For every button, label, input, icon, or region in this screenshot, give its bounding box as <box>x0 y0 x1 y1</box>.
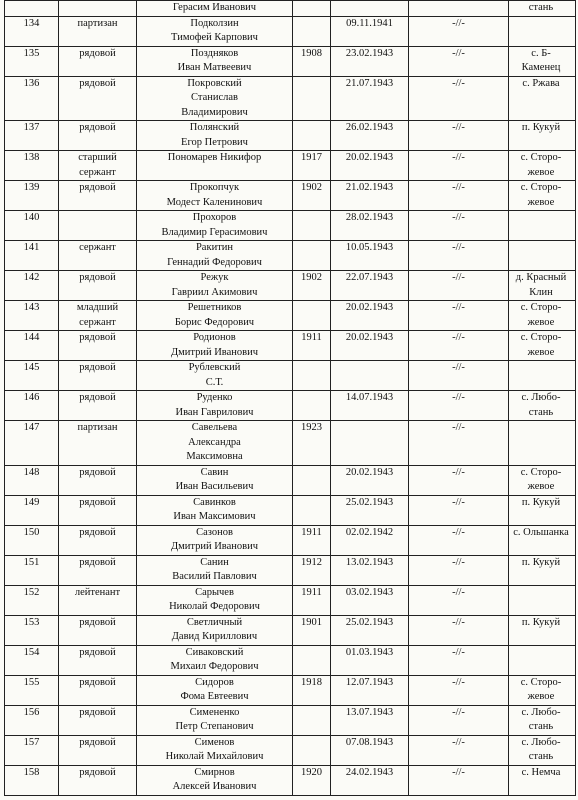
cell-rank: рядовой <box>59 675 137 705</box>
cell-date: 12.07.1943 <box>331 675 409 705</box>
cell-date: 23.02.1943 <box>331 46 409 76</box>
cell-num: 134 <box>5 16 59 46</box>
cell-rank: рядовой <box>59 76 137 121</box>
cell-name: Ракитин Геннадий Федорович <box>137 241 293 271</box>
cell-source: -//- <box>409 301 509 331</box>
cell-rank: рядовой <box>59 525 137 555</box>
table-row <box>5 735 576 765</box>
cell-num: 146 <box>5 391 59 421</box>
cell-place: стань <box>509 1 576 17</box>
cell-num: 158 <box>5 765 59 795</box>
cell-rank: рядовой <box>59 735 137 765</box>
table-row <box>5 615 576 645</box>
cell-source: -//- <box>409 46 509 76</box>
table-row <box>5 301 576 331</box>
cell-rank: партизан <box>59 421 137 466</box>
cell-num: 137 <box>5 121 59 151</box>
cell-num: 149 <box>5 495 59 525</box>
cell-place: с. Сторо- жевое <box>509 331 576 361</box>
cell-date: 01.03.1943 <box>331 645 409 675</box>
cell-num: 145 <box>5 361 59 391</box>
cell-rank: рядовой <box>59 705 137 735</box>
cell-source: -//- <box>409 705 509 735</box>
cell-year: 1911 <box>293 525 331 555</box>
cell-source: -//- <box>409 16 509 46</box>
cell-name: Смирнов Алексей Иванович <box>137 765 293 795</box>
cell-place: п. Кукуй <box>509 615 576 645</box>
cell-rank: рядовой <box>59 645 137 675</box>
cell-date: 26.02.1943 <box>331 121 409 151</box>
cell-name: Подколзин Тимофей Карпович <box>137 16 293 46</box>
cell-num: 150 <box>5 525 59 555</box>
cell-year <box>293 361 331 391</box>
table-row <box>5 765 576 795</box>
cell-source: -//- <box>409 525 509 555</box>
cell-source: -//- <box>409 211 509 241</box>
cell-num: 151 <box>5 555 59 585</box>
cell-rank: лейтенант <box>59 585 137 615</box>
cell-place: с. Сторо- жевое <box>509 465 576 495</box>
table-row <box>5 421 576 466</box>
table-row <box>5 271 576 301</box>
cell-place: с. Сторо- жевое <box>509 181 576 211</box>
cell-date <box>331 421 409 466</box>
table-row-continuation <box>5 1 576 17</box>
cell-year <box>293 211 331 241</box>
cell-year: 1911 <box>293 331 331 361</box>
cell-source: -//- <box>409 151 509 181</box>
cell-date: 20.02.1943 <box>331 301 409 331</box>
cell-date: 13.07.1943 <box>331 705 409 735</box>
cell-date: 13.02.1943 <box>331 555 409 585</box>
cell-name: Прохоров Владимир Герасимович <box>137 211 293 241</box>
table-row <box>5 585 576 615</box>
cell-date: 20.02.1943 <box>331 331 409 361</box>
cell-rank: рядовой <box>59 555 137 585</box>
cell-place: с. Б- Каменец <box>509 46 576 76</box>
cell-date: 02.02.1942 <box>331 525 409 555</box>
cell-year <box>293 1 331 17</box>
cell-name: Сидоров Фома Евтеевич <box>137 675 293 705</box>
cell-year: 1918 <box>293 675 331 705</box>
table-row <box>5 391 576 421</box>
cell-name: Сарычев Николай Федорович <box>137 585 293 615</box>
cell-source: -//- <box>409 495 509 525</box>
cell-rank: рядовой <box>59 181 137 211</box>
cell-num: 144 <box>5 331 59 361</box>
cell-rank: рядовой <box>59 765 137 795</box>
cell-name: Руденко Иван Гаврилович <box>137 391 293 421</box>
table-row <box>5 361 576 391</box>
cell-name: Режук Гавриил Акимович <box>137 271 293 301</box>
cell-name: Поздняков Иван Матвеевич <box>137 46 293 76</box>
cell-year: 1911 <box>293 585 331 615</box>
cell-year: 1923 <box>293 421 331 466</box>
cell-place <box>509 361 576 391</box>
cell-rank: партизан <box>59 16 137 46</box>
cell-place <box>509 16 576 46</box>
cell-date: 20.02.1943 <box>331 465 409 495</box>
cell-source: -//- <box>409 361 509 391</box>
cell-rank: рядовой <box>59 391 137 421</box>
cell-place <box>509 421 576 466</box>
cell-place: д. Красный Клин <box>509 271 576 301</box>
cell-date: 24.02.1943 <box>331 765 409 795</box>
cell-year <box>293 301 331 331</box>
cell-place <box>509 645 576 675</box>
cell-num <box>5 1 59 17</box>
cell-source: -//- <box>409 121 509 151</box>
cell-source: -//- <box>409 615 509 645</box>
cell-name: Сиваковский Михаил Федорович <box>137 645 293 675</box>
cell-year <box>293 241 331 271</box>
cell-name: Санин Василий Павлович <box>137 555 293 585</box>
cell-year <box>293 645 331 675</box>
cell-year <box>293 705 331 735</box>
cell-year <box>293 465 331 495</box>
cell-date <box>331 1 409 17</box>
cell-source: -//- <box>409 391 509 421</box>
cell-name: Симененко Петр Степанович <box>137 705 293 735</box>
cell-name: Савин Иван Васильевич <box>137 465 293 495</box>
cell-name: Рублевский С.Т. <box>137 361 293 391</box>
cell-rank: младший сержант <box>59 301 137 331</box>
cell-source: -//- <box>409 555 509 585</box>
cell-name: Савинков Иван Максимович <box>137 495 293 525</box>
cell-rank <box>59 1 137 17</box>
cell-name: Савельева Александра Максимовна <box>137 421 293 466</box>
cell-rank: рядовой <box>59 495 137 525</box>
cell-name: Герасим Иванович <box>137 1 293 17</box>
cell-num: 136 <box>5 76 59 121</box>
cell-place: п. Кукуй <box>509 121 576 151</box>
cell-rank <box>59 211 137 241</box>
table-row <box>5 555 576 585</box>
cell-source: -//- <box>409 271 509 301</box>
cell-name: Родионов Дмитрий Иванович <box>137 331 293 361</box>
cell-place: п. Кукуй <box>509 555 576 585</box>
cell-date <box>331 361 409 391</box>
table-row <box>5 241 576 271</box>
cell-source: -//- <box>409 645 509 675</box>
cell-source: -//- <box>409 76 509 121</box>
cell-num: 154 <box>5 645 59 675</box>
cell-name: Сименов Николай Михайлович <box>137 735 293 765</box>
cell-date: 21.07.1943 <box>331 76 409 121</box>
cell-num: 139 <box>5 181 59 211</box>
cell-date: 25.02.1943 <box>331 495 409 525</box>
cell-source: -//- <box>409 421 509 466</box>
cell-source: -//- <box>409 331 509 361</box>
cell-year <box>293 16 331 46</box>
cell-place: с. Ржава <box>509 76 576 121</box>
cell-year: 1917 <box>293 151 331 181</box>
cell-year <box>293 76 331 121</box>
cell-rank: рядовой <box>59 121 137 151</box>
table-row <box>5 331 576 361</box>
cell-num: 140 <box>5 211 59 241</box>
cell-date: 09.11.1941 <box>331 16 409 46</box>
cell-rank: рядовой <box>59 615 137 645</box>
cell-year: 1920 <box>293 765 331 795</box>
cell-num: 155 <box>5 675 59 705</box>
cell-rank: старший сержант <box>59 151 137 181</box>
cell-source: -//- <box>409 675 509 705</box>
cell-place <box>509 241 576 271</box>
cell-date: 22.07.1943 <box>331 271 409 301</box>
cell-year <box>293 495 331 525</box>
cell-year: 1901 <box>293 615 331 645</box>
cell-year: 1902 <box>293 181 331 211</box>
table-row <box>5 465 576 495</box>
table-body <box>5 1 576 796</box>
cell-place: с. Любо- стань <box>509 705 576 735</box>
table-row <box>5 181 576 211</box>
cell-date: 25.02.1943 <box>331 615 409 645</box>
cell-source: -//- <box>409 735 509 765</box>
cell-date: 20.02.1943 <box>331 151 409 181</box>
cell-place: с. Сторо- жевое <box>509 675 576 705</box>
table-row <box>5 76 576 121</box>
cell-num: 147 <box>5 421 59 466</box>
cell-place: с. Любо- стань <box>509 391 576 421</box>
cell-place <box>509 585 576 615</box>
cell-year: 1908 <box>293 46 331 76</box>
cell-num: 148 <box>5 465 59 495</box>
cell-name: Полянский Егор Петрович <box>137 121 293 151</box>
cell-num: 142 <box>5 271 59 301</box>
cell-num: 141 <box>5 241 59 271</box>
cell-date: 28.02.1943 <box>331 211 409 241</box>
cell-place: с. Немча <box>509 765 576 795</box>
cell-name: Решетников Борис Федорович <box>137 301 293 331</box>
cell-rank: рядовой <box>59 331 137 361</box>
cell-rank: сержант <box>59 241 137 271</box>
table-row <box>5 121 576 151</box>
cell-num: 135 <box>5 46 59 76</box>
table-row <box>5 705 576 735</box>
cell-date: 21.02.1943 <box>331 181 409 211</box>
cell-year <box>293 121 331 151</box>
cell-year <box>293 735 331 765</box>
cell-source: -//- <box>409 241 509 271</box>
cell-year <box>293 391 331 421</box>
cell-source: -//- <box>409 181 509 211</box>
cell-num: 143 <box>5 301 59 331</box>
table-row <box>5 645 576 675</box>
table-row <box>5 211 576 241</box>
burial-list-table <box>4 0 576 796</box>
cell-place: с. Сторо- жевое <box>509 301 576 331</box>
cell-date: 03.02.1943 <box>331 585 409 615</box>
cell-place <box>509 211 576 241</box>
cell-num: 157 <box>5 735 59 765</box>
cell-place: с. Ольшанка <box>509 525 576 555</box>
cell-rank: рядовой <box>59 465 137 495</box>
cell-place: п. Кукуй <box>509 495 576 525</box>
cell-year: 1912 <box>293 555 331 585</box>
cell-year: 1902 <box>293 271 331 301</box>
cell-num: 152 <box>5 585 59 615</box>
cell-place: с. Любо- стань <box>509 735 576 765</box>
cell-source: -//- <box>409 465 509 495</box>
cell-date: 14.07.1943 <box>331 391 409 421</box>
cell-rank: рядовой <box>59 361 137 391</box>
cell-date: 10.05.1943 <box>331 241 409 271</box>
cell-rank: рядовой <box>59 46 137 76</box>
cell-name: Покровский Станислав Владимирович <box>137 76 293 121</box>
table-row <box>5 46 576 76</box>
table-row <box>5 675 576 705</box>
cell-date: 07.08.1943 <box>331 735 409 765</box>
cell-num: 153 <box>5 615 59 645</box>
cell-source <box>409 1 509 17</box>
cell-num: 138 <box>5 151 59 181</box>
cell-name: Светличный Давид Кириллович <box>137 615 293 645</box>
table-row <box>5 16 576 46</box>
cell-name: Пономарев Никифор <box>137 151 293 181</box>
cell-rank: рядовой <box>59 271 137 301</box>
cell-source: -//- <box>409 585 509 615</box>
table-row <box>5 151 576 181</box>
table-row <box>5 525 576 555</box>
cell-num: 156 <box>5 705 59 735</box>
table-row <box>5 495 576 525</box>
cell-source: -//- <box>409 765 509 795</box>
cell-place: с. Сторо- жевое <box>509 151 576 181</box>
cell-name: Сазонов Дмитрий Иванович <box>137 525 293 555</box>
cell-name: Прокопчук Модест Каленинович <box>137 181 293 211</box>
